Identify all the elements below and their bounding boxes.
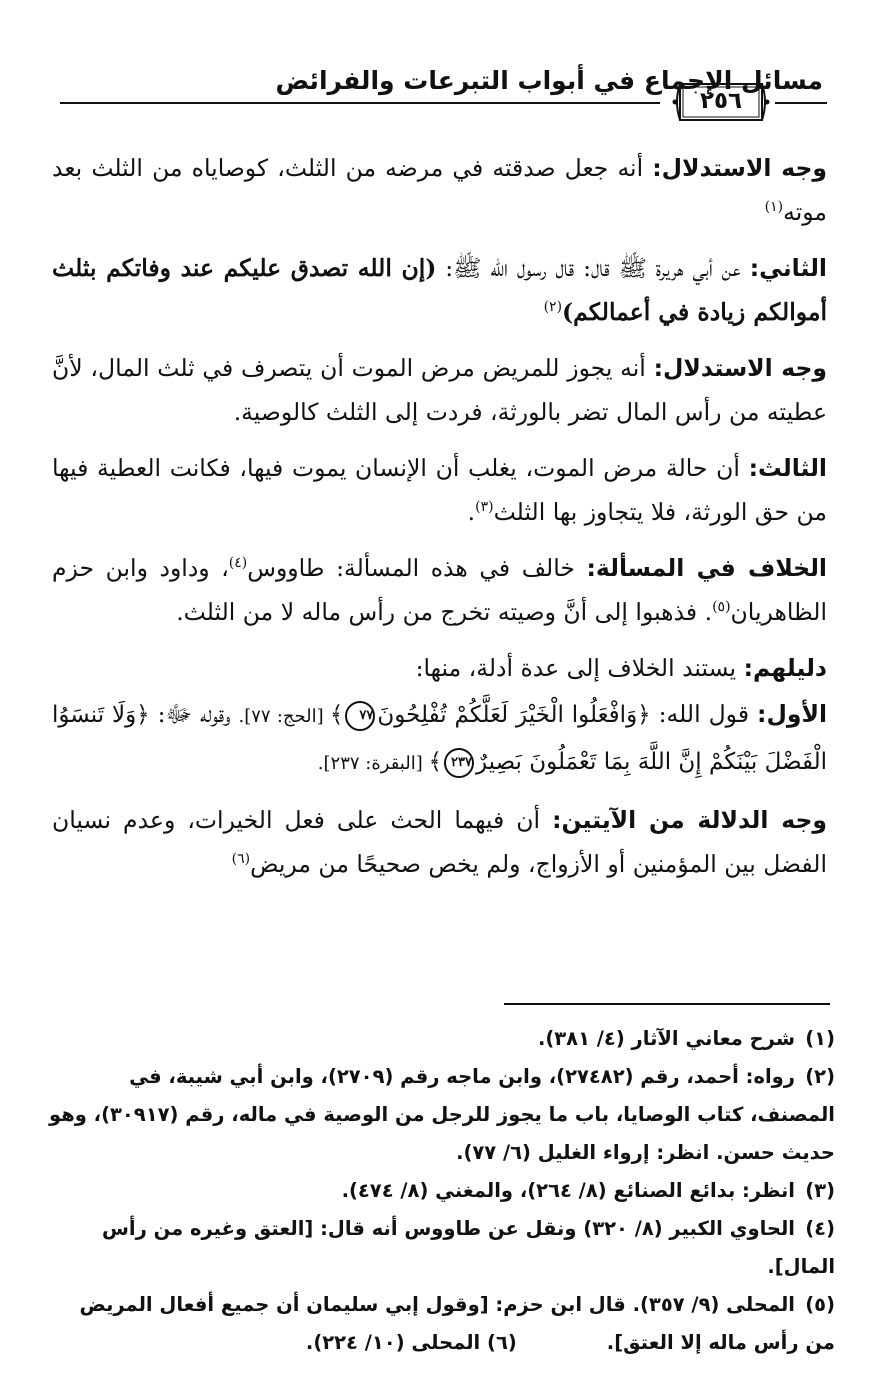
header-rule-left	[60, 102, 660, 104]
paragraph-lead: وجه الاستدلال:	[652, 154, 827, 182]
quran-bracket: ﴾	[329, 702, 344, 728]
paragraph-lead: وجه الدلالة من الآيتين:	[552, 806, 827, 834]
ayah-number-icon: ٧٧	[345, 701, 375, 731]
paragraph-1	[52, 146, 827, 234]
paragraph-text: يستند الخلاف إلى عدة أدلة، منها:	[415, 654, 744, 682]
paragraph-tail: .	[467, 498, 476, 526]
paragraph-text: . فذهبوا إلى أنَّ وصيته تخرج من رأس ماله لا من الثلث.	[176, 598, 713, 626]
paragraph-text: خالف في هذه المسألة: طاووس	[247, 554, 587, 582]
footnote-ref: (٥)	[712, 599, 731, 616]
paragraph-text: أن فيهما الحث على فعل الخيرات، وعدم نسيان الفضل بين المؤمنين أو الأزواج، ولم يخص صحيحًا من مريض	[52, 806, 827, 878]
footnote-3	[45, 1172, 835, 1210]
footnote-ref: (٦)	[231, 851, 251, 868]
paragraph-lead: الثاني:	[749, 254, 827, 282]
footnote-number: (٥)	[805, 1293, 835, 1316]
paragraph-text: ، وداود وابن حزم الظاهريان	[52, 554, 827, 626]
footnote-5	[45, 1286, 835, 1362]
footnote-ref: (١)	[764, 199, 784, 216]
paragraph-lead: الثالث:	[748, 454, 827, 482]
verse-reference: [البقرة: ٢٣٧].	[317, 753, 429, 774]
footnote-4	[45, 1210, 835, 1286]
paragraph-text: عن أبي هريرة ﷺ قال: قال رسول الله ﷺ:	[436, 254, 750, 282]
paragraph-8	[52, 798, 827, 886]
paragraph-text: أنه جعل صدقته في مرضه من الثلث، كوصاياه من الثلث بعد موته	[52, 154, 827, 226]
footnote-number: (٤)	[805, 1217, 835, 1240]
footnote-text: شرح معاني الآثار (٤/ ٣٨١).	[537, 1027, 795, 1050]
footnote-separator	[504, 1003, 830, 1005]
footnote-number: (٣)	[805, 1179, 835, 1202]
footnote-ref: (٢)	[543, 299, 563, 316]
footnote-text: انظر: بدائع الصنائع (٨/ ٢٦٤)، والمغني (٨/ ٤٧٤).	[341, 1179, 795, 1202]
paragraph-7	[52, 692, 827, 786]
footnote-number: (٢)	[805, 1065, 835, 1088]
quran-verse: ﴿وَلَا تَنسَوُا الْفَضْلَ بَيْنَكُمْ إِنَّ اللَّهَ بِمَا تَعْمَلُونَ بَصِيرٌ	[52, 702, 827, 775]
footnote-ref: (٣)	[475, 499, 494, 516]
verse-reference: [الحج: ٧٧].	[238, 706, 330, 727]
footnote-number: (٦)	[487, 1331, 517, 1354]
page-number-frame	[672, 80, 770, 124]
footnote-text: المحلى (١٠/ ٢٢٤).	[305, 1331, 481, 1354]
quran-verse: ﴿وَافْعَلُوا الْخَيْرَ لَعَلَّكُمْ تُفْلِحُونَ	[377, 702, 651, 728]
paragraph-4	[52, 446, 827, 534]
paragraph-text: وقوله ﷻ:	[149, 700, 239, 728]
footnote-text: الحاوي الكبير (٨/ ٣٢٠) ونقل عن طاووس أنه قال: [العتق وغيره من رأس المال].	[102, 1217, 835, 1278]
paragraph-6	[52, 646, 827, 690]
footnote-text: المحلى (٩/ ٣٥٧). قال ابن حزم: [وقول إبي سليمان أن جميع أفعال المريض من رأس ماله إلا العتق].	[79, 1293, 835, 1354]
hadith-text: (إن الله تصدق عليكم عند وفاتكم بثلث أموالكم زيادة في أعمالكم)	[52, 254, 827, 326]
paragraph-2	[52, 246, 827, 334]
paragraph-text: قول الله:	[650, 700, 758, 728]
paragraph-text: أنه يجوز للمريض مرض الموت أن يتصرف في ثلث المال، لأنَّ عطيته من رأس المال تضر بالورثة، فردت إلى الثلث كالوصية.	[52, 354, 827, 426]
footnote-2	[45, 1058, 835, 1172]
running-header-title: مسائل الإجماع في أبواب التبرعات والفرائض	[275, 66, 823, 95]
footnote-6	[306, 1331, 517, 1354]
paragraph-lead: الأول:	[757, 700, 827, 728]
paragraph-lead: الخلاف في المسألة:	[586, 554, 827, 582]
paragraph-text: أن حالة مرض الموت، يغلب أن الإنسان يموت فيها، فكانت العطية فيها من حق الورثة، فلا يتجاوز بها الثلث	[52, 454, 827, 526]
footnote-1	[45, 1020, 835, 1058]
page-number: ٢٥٦	[699, 88, 743, 114]
ayah-number-icon: ٢٣٧	[444, 748, 474, 778]
footnotes	[45, 1020, 835, 1362]
footnote-ref: (٤)	[228, 555, 248, 572]
paragraph-3	[52, 346, 827, 434]
main-text	[52, 146, 827, 886]
paragraph-lead: دليلهم:	[743, 654, 827, 682]
quran-bracket: ﴾	[428, 749, 442, 775]
paragraph-5	[52, 546, 827, 634]
footnote-text: رواه: أحمد، رقم (٢٧٤٨٢)، وابن ماجه رقم (٢٧٠٩)، وابن أبي شيبة، في المصنف، كتاب الوصايا، باب ما يجوز للرجل من الوصية في ماله، رقم (٣٠٩١٧)، وهو حديث حسن. انظر: إرواء الغليل (٦/ ٧٧).	[49, 1065, 835, 1164]
footnote-number: (١)	[805, 1027, 835, 1050]
paragraph-lead: وجه الاستدلال:	[653, 354, 827, 382]
header-rule-right	[775, 102, 827, 104]
